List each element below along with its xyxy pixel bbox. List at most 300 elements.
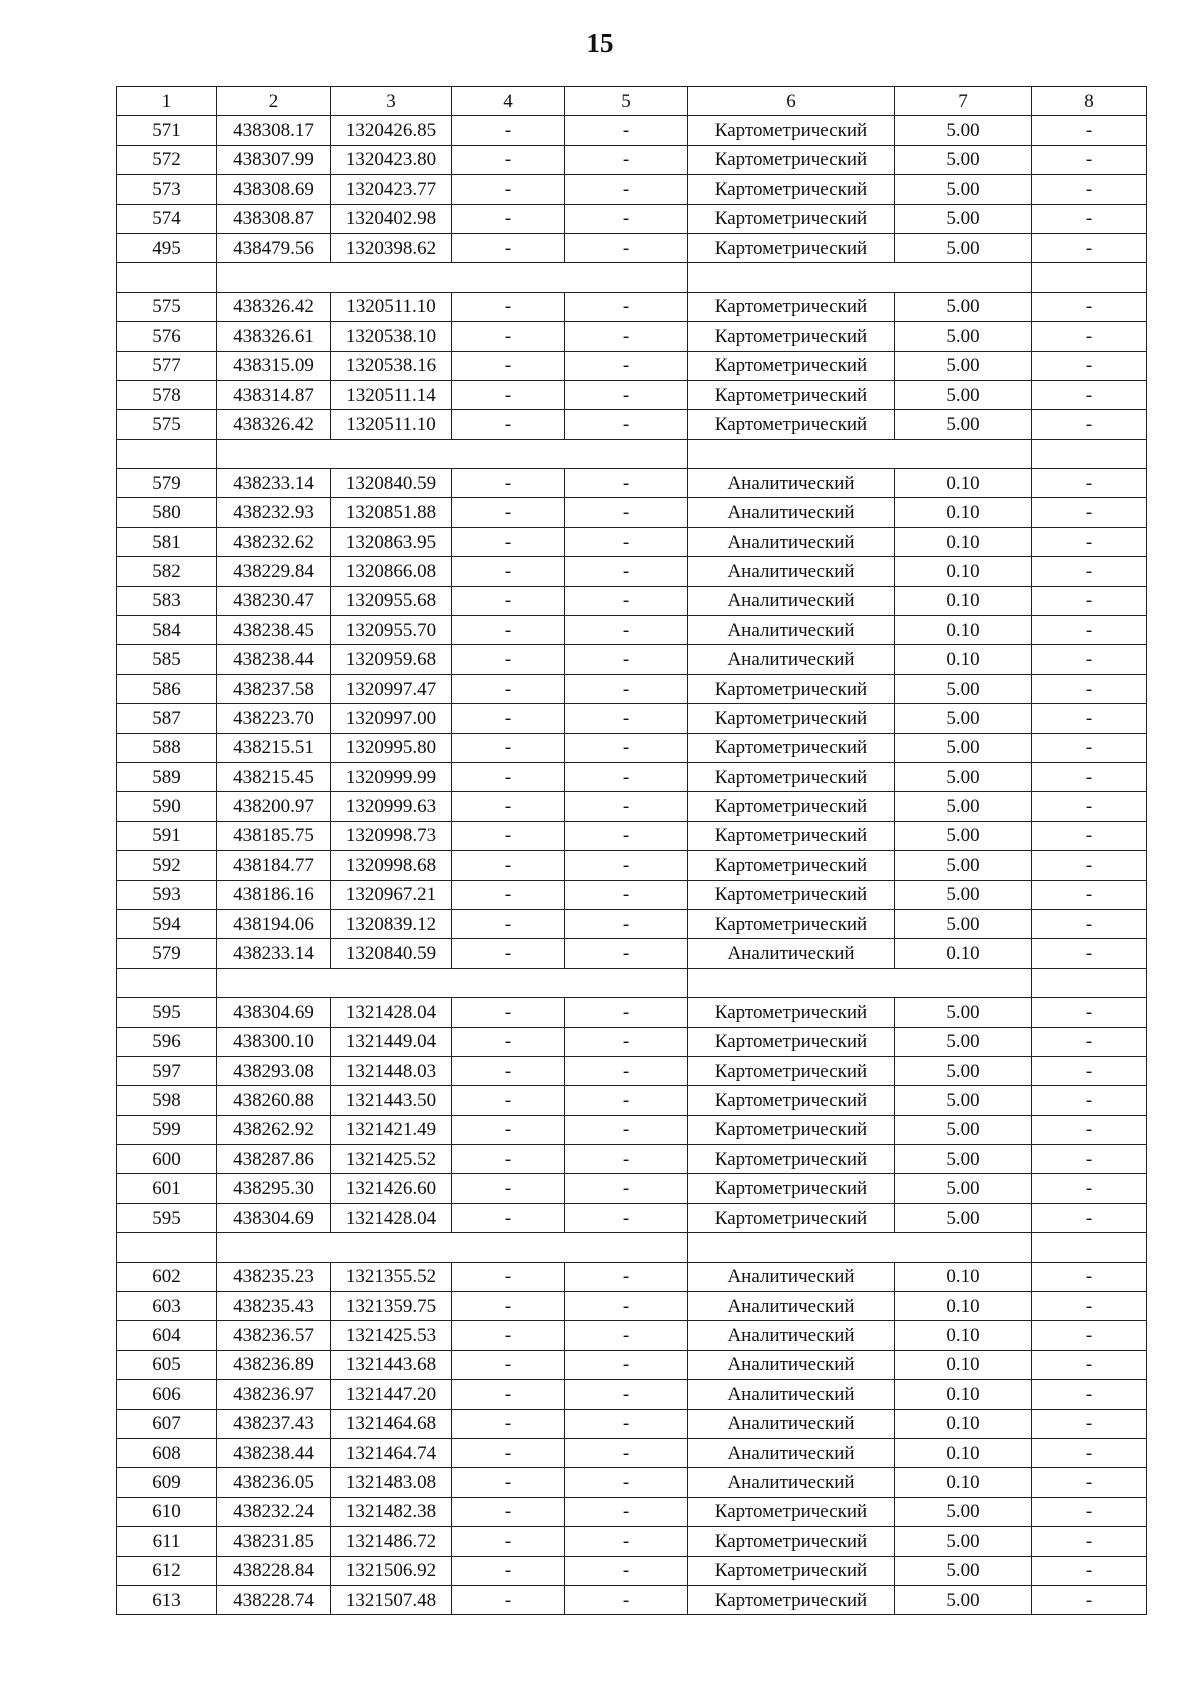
x-coordinate-cell: 438287.86 [217, 1145, 331, 1174]
y-coordinate-cell: 1321426.60 [331, 1174, 452, 1203]
col8-cell: - [1032, 1350, 1147, 1379]
table-row [117, 175, 1147, 204]
table-row [117, 351, 1147, 380]
col8-cell: - [1032, 1174, 1147, 1203]
x-coordinate-cell: 438326.42 [217, 410, 331, 439]
point-number-cell: 613 [117, 1585, 217, 1614]
point-number-cell: 584 [117, 616, 217, 645]
method-cell: Аналитический [688, 645, 895, 674]
separator-row [117, 968, 1147, 997]
accuracy-cell: 5.00 [895, 880, 1032, 909]
method-cell: Картометрический [688, 351, 895, 380]
accuracy-cell: 5.00 [895, 1027, 1032, 1056]
y-coordinate-cell: 1320851.88 [331, 498, 452, 527]
y-coordinate-cell: 1320840.59 [331, 469, 452, 498]
col8-cell: - [1032, 586, 1147, 615]
col4-cell: - [452, 116, 565, 145]
col8-cell: - [1032, 527, 1147, 556]
col8-cell: - [1032, 1409, 1147, 1438]
col5-cell: - [565, 1262, 688, 1291]
point-number-cell: 597 [117, 1056, 217, 1085]
table-row [117, 939, 1147, 968]
x-coordinate-cell: 438200.97 [217, 792, 331, 821]
method-cell: Аналитический [688, 1380, 895, 1409]
accuracy-cell: 0.10 [895, 1380, 1032, 1409]
col8-cell: - [1032, 233, 1147, 262]
method-cell: Картометрический [688, 792, 895, 821]
col5-cell: - [565, 1086, 688, 1115]
col5-cell: - [565, 145, 688, 174]
y-coordinate-cell: 1320511.10 [331, 410, 452, 439]
col5-cell: - [565, 1585, 688, 1614]
col5-cell: - [565, 1350, 688, 1379]
col5-cell: - [565, 175, 688, 204]
col4-cell: - [452, 145, 565, 174]
x-coordinate-cell: 438304.69 [217, 998, 331, 1027]
col5-cell: - [565, 1174, 688, 1203]
col5-cell: - [565, 527, 688, 556]
col8-cell: - [1032, 1115, 1147, 1144]
x-coordinate-cell: 438235.23 [217, 1262, 331, 1291]
x-coordinate-cell: 438315.09 [217, 351, 331, 380]
table-row [117, 1350, 1147, 1379]
separator-cell [1032, 263, 1147, 292]
col8-cell: - [1032, 1556, 1147, 1585]
x-coordinate-cell: 438293.08 [217, 1056, 331, 1085]
x-coordinate-cell: 438232.93 [217, 498, 331, 527]
accuracy-cell: 5.00 [895, 1556, 1032, 1585]
x-coordinate-cell: 438233.14 [217, 469, 331, 498]
x-coordinate-cell: 438308.17 [217, 116, 331, 145]
separator-cell [688, 968, 1032, 997]
col4-cell: - [452, 1585, 565, 1614]
table-row [117, 145, 1147, 174]
table-row [117, 880, 1147, 909]
accuracy-cell: 0.10 [895, 1262, 1032, 1291]
col8-cell: - [1032, 909, 1147, 938]
table-body [117, 116, 1147, 1615]
method-cell: Аналитический [688, 1409, 895, 1438]
y-coordinate-cell: 1320839.12 [331, 909, 452, 938]
col4-cell: - [452, 1556, 565, 1585]
point-number-cell: 575 [117, 410, 217, 439]
separator-cell [217, 968, 688, 997]
col4-cell: - [452, 351, 565, 380]
y-coordinate-cell: 1321486.72 [331, 1527, 452, 1556]
col5-cell: - [565, 204, 688, 233]
x-coordinate-cell: 438229.84 [217, 557, 331, 586]
col4-cell: - [452, 1350, 565, 1379]
col4-cell: - [452, 1380, 565, 1409]
col4-cell: - [452, 175, 565, 204]
x-coordinate-cell: 438194.06 [217, 909, 331, 938]
method-cell: Картометрический [688, 1027, 895, 1056]
col5-cell: - [565, 1497, 688, 1526]
col8-cell: - [1032, 1321, 1147, 1350]
x-coordinate-cell: 438326.42 [217, 292, 331, 321]
method-cell: Картометрический [688, 1497, 895, 1526]
accuracy-cell: 0.10 [895, 557, 1032, 586]
col4-cell: - [452, 1145, 565, 1174]
col5-cell: - [565, 469, 688, 498]
table-row [117, 498, 1147, 527]
accuracy-cell: 5.00 [895, 821, 1032, 850]
col8-cell: - [1032, 1056, 1147, 1085]
method-cell: Картометрический [688, 1056, 895, 1085]
separator-row [117, 1233, 1147, 1262]
separator-cell [1032, 439, 1147, 468]
x-coordinate-cell: 438215.45 [217, 762, 331, 791]
y-coordinate-cell: 1320955.70 [331, 616, 452, 645]
accuracy-cell: 5.00 [895, 1086, 1032, 1115]
table-row [117, 116, 1147, 145]
point-number-cell: 595 [117, 998, 217, 1027]
table-row [117, 1056, 1147, 1085]
col5-cell: - [565, 733, 688, 762]
point-number-cell: 571 [117, 116, 217, 145]
col4-cell: - [452, 1292, 565, 1321]
y-coordinate-cell: 1320426.85 [331, 116, 452, 145]
column-header-3: 3 [331, 87, 452, 116]
column-header-4: 4 [452, 87, 565, 116]
method-cell: Аналитический [688, 1292, 895, 1321]
col5-cell: - [565, 645, 688, 674]
accuracy-cell: 5.00 [895, 380, 1032, 409]
accuracy-cell: 5.00 [895, 762, 1032, 791]
column-header-5: 5 [565, 87, 688, 116]
x-coordinate-cell: 438228.84 [217, 1556, 331, 1585]
method-cell: Аналитический [688, 469, 895, 498]
x-coordinate-cell: 438314.87 [217, 380, 331, 409]
col8-cell: - [1032, 1527, 1147, 1556]
col5-cell: - [565, 557, 688, 586]
table-row [117, 1115, 1147, 1144]
col4-cell: - [452, 645, 565, 674]
method-cell: Картометрический [688, 380, 895, 409]
point-number-cell: 599 [117, 1115, 217, 1144]
point-number-cell: 591 [117, 821, 217, 850]
col8-cell: - [1032, 1086, 1147, 1115]
col5-cell: - [565, 909, 688, 938]
x-coordinate-cell: 438238.44 [217, 645, 331, 674]
col4-cell: - [452, 586, 565, 615]
x-coordinate-cell: 438236.97 [217, 1380, 331, 1409]
col8-cell: - [1032, 1145, 1147, 1174]
point-number-cell: 582 [117, 557, 217, 586]
col4-cell: - [452, 1056, 565, 1085]
col8-cell: - [1032, 145, 1147, 174]
accuracy-cell: 5.00 [895, 1145, 1032, 1174]
col8-cell: - [1032, 116, 1147, 145]
col4-cell: - [452, 292, 565, 321]
method-cell: Аналитический [688, 939, 895, 968]
point-number-cell: 579 [117, 469, 217, 498]
method-cell: Картометрический [688, 1203, 895, 1232]
separator-cell [117, 1233, 217, 1262]
table-row [117, 998, 1147, 1027]
table-row [117, 1438, 1147, 1467]
col5-cell: - [565, 1145, 688, 1174]
method-cell: Картометрический [688, 292, 895, 321]
accuracy-cell: 0.10 [895, 469, 1032, 498]
col4-cell: - [452, 498, 565, 527]
method-cell: Картометрический [688, 704, 895, 733]
col5-cell: - [565, 233, 688, 262]
table-row [117, 292, 1147, 321]
col5-cell: - [565, 292, 688, 321]
accuracy-cell: 0.10 [895, 1438, 1032, 1467]
point-number-cell: 593 [117, 880, 217, 909]
accuracy-cell: 5.00 [895, 204, 1032, 233]
col8-cell: - [1032, 704, 1147, 733]
y-coordinate-cell: 1321482.38 [331, 1497, 452, 1526]
method-cell: Аналитический [688, 586, 895, 615]
col5-cell: - [565, 1527, 688, 1556]
col8-cell: - [1032, 792, 1147, 821]
table-row [117, 322, 1147, 351]
table-row [117, 1086, 1147, 1115]
accuracy-cell: 5.00 [895, 292, 1032, 321]
col8-cell: - [1032, 821, 1147, 850]
col4-cell: - [452, 1321, 565, 1350]
method-cell: Картометрический [688, 175, 895, 204]
column-header-6: 6 [688, 87, 895, 116]
y-coordinate-cell: 1320538.10 [331, 322, 452, 351]
col8-cell: - [1032, 1438, 1147, 1467]
method-cell: Аналитический [688, 1321, 895, 1350]
col4-cell: - [452, 527, 565, 556]
y-coordinate-cell: 1321428.04 [331, 998, 452, 1027]
column-header-2: 2 [217, 87, 331, 116]
point-number-cell: 580 [117, 498, 217, 527]
table-row [117, 1027, 1147, 1056]
x-coordinate-cell: 438232.62 [217, 527, 331, 556]
col8-cell: - [1032, 851, 1147, 880]
x-coordinate-cell: 438237.58 [217, 674, 331, 703]
accuracy-cell: 5.00 [895, 851, 1032, 880]
accuracy-cell: 5.00 [895, 733, 1032, 762]
point-number-cell: 578 [117, 380, 217, 409]
col5-cell: - [565, 351, 688, 380]
col5-cell: - [565, 322, 688, 351]
method-cell: Картометрический [688, 1556, 895, 1585]
point-number-cell: 590 [117, 792, 217, 821]
col4-cell: - [452, 469, 565, 498]
col4-cell: - [452, 410, 565, 439]
method-cell: Аналитический [688, 1350, 895, 1379]
accuracy-cell: 0.10 [895, 616, 1032, 645]
col5-cell: - [565, 821, 688, 850]
table-row [117, 1292, 1147, 1321]
x-coordinate-cell: 438300.10 [217, 1027, 331, 1056]
col4-cell: - [452, 204, 565, 233]
col8-cell: - [1032, 733, 1147, 762]
y-coordinate-cell: 1320955.68 [331, 586, 452, 615]
point-number-cell: 577 [117, 351, 217, 380]
col8-cell: - [1032, 674, 1147, 703]
y-coordinate-cell: 1320997.00 [331, 704, 452, 733]
point-number-cell: 586 [117, 674, 217, 703]
col4-cell: - [452, 851, 565, 880]
table-row [117, 674, 1147, 703]
separator-row [117, 439, 1147, 468]
header-row [117, 87, 1147, 116]
x-coordinate-cell: 438215.51 [217, 733, 331, 762]
y-coordinate-cell: 1320997.47 [331, 674, 452, 703]
separator-cell [688, 263, 1032, 292]
y-coordinate-cell: 1320959.68 [331, 645, 452, 674]
col8-cell: - [1032, 939, 1147, 968]
separator-cell [688, 1233, 1032, 1262]
table-row [117, 1527, 1147, 1556]
col5-cell: - [565, 851, 688, 880]
col4-cell: - [452, 1115, 565, 1144]
method-cell: Аналитический [688, 616, 895, 645]
col5-cell: - [565, 1292, 688, 1321]
accuracy-cell: 0.10 [895, 1321, 1032, 1350]
col4-cell: - [452, 762, 565, 791]
point-number-cell: 579 [117, 939, 217, 968]
y-coordinate-cell: 1320967.21 [331, 880, 452, 909]
page-number: 15 [586, 28, 614, 58]
col8-cell: - [1032, 204, 1147, 233]
accuracy-cell: 0.10 [895, 498, 1032, 527]
accuracy-cell: 5.00 [895, 1056, 1032, 1085]
method-cell: Картометрический [688, 733, 895, 762]
accuracy-cell: 0.10 [895, 1409, 1032, 1438]
y-coordinate-cell: 1320866.08 [331, 557, 452, 586]
y-coordinate-cell: 1321421.49 [331, 1115, 452, 1144]
table-row [117, 704, 1147, 733]
col8-cell: - [1032, 616, 1147, 645]
accuracy-cell: 5.00 [895, 322, 1032, 351]
col8-cell: - [1032, 498, 1147, 527]
x-coordinate-cell: 438295.30 [217, 1174, 331, 1203]
point-number-cell: 583 [117, 586, 217, 615]
y-coordinate-cell: 1321448.03 [331, 1056, 452, 1085]
col5-cell: - [565, 410, 688, 439]
x-coordinate-cell: 438307.99 [217, 145, 331, 174]
y-coordinate-cell: 1320402.98 [331, 204, 452, 233]
point-number-cell: 592 [117, 851, 217, 880]
point-number-cell: 588 [117, 733, 217, 762]
col4-cell: - [452, 1409, 565, 1438]
separator-cell [688, 439, 1032, 468]
x-coordinate-cell: 438228.74 [217, 1585, 331, 1614]
x-coordinate-cell: 438304.69 [217, 1203, 331, 1232]
x-coordinate-cell: 438230.47 [217, 586, 331, 615]
col5-cell: - [565, 1409, 688, 1438]
method-cell: Аналитический [688, 557, 895, 586]
point-number-cell: 607 [117, 1409, 217, 1438]
point-number-cell: 596 [117, 1027, 217, 1056]
col4-cell: - [452, 1527, 565, 1556]
table-row [117, 792, 1147, 821]
accuracy-cell: 5.00 [895, 175, 1032, 204]
col4-cell: - [452, 821, 565, 850]
col8-cell: - [1032, 175, 1147, 204]
table-row [117, 1556, 1147, 1585]
method-cell: Картометрический [688, 1145, 895, 1174]
method-cell: Аналитический [688, 1438, 895, 1467]
accuracy-cell: 5.00 [895, 792, 1032, 821]
accuracy-cell: 5.00 [895, 1497, 1032, 1526]
x-coordinate-cell: 438236.05 [217, 1468, 331, 1497]
point-number-cell: 573 [117, 175, 217, 204]
accuracy-cell: 0.10 [895, 645, 1032, 674]
separator-row [117, 263, 1147, 292]
y-coordinate-cell: 1321443.50 [331, 1086, 452, 1115]
accuracy-cell: 5.00 [895, 351, 1032, 380]
table-row [117, 527, 1147, 556]
accuracy-cell: 5.00 [895, 1174, 1032, 1203]
x-coordinate-cell: 438232.24 [217, 1497, 331, 1526]
x-coordinate-cell: 438231.85 [217, 1527, 331, 1556]
col5-cell: - [565, 880, 688, 909]
method-cell: Картометрический [688, 1086, 895, 1115]
method-cell: Картометрический [688, 1527, 895, 1556]
y-coordinate-cell: 1320863.95 [331, 527, 452, 556]
method-cell: Картометрический [688, 998, 895, 1027]
accuracy-cell: 0.10 [895, 1468, 1032, 1497]
col4-cell: - [452, 322, 565, 351]
table-row [117, 1585, 1147, 1614]
table-row [117, 380, 1147, 409]
accuracy-cell: 5.00 [895, 233, 1032, 262]
point-number-cell: 608 [117, 1438, 217, 1467]
point-number-cell: 604 [117, 1321, 217, 1350]
col5-cell: - [565, 1203, 688, 1232]
point-number-cell: 610 [117, 1497, 217, 1526]
column-header-1: 1 [117, 87, 217, 116]
method-cell: Картометрический [688, 762, 895, 791]
col8-cell: - [1032, 292, 1147, 321]
table-row [117, 762, 1147, 791]
x-coordinate-cell: 438308.87 [217, 204, 331, 233]
col4-cell: - [452, 998, 565, 1027]
col5-cell: - [565, 998, 688, 1027]
col4-cell: - [452, 380, 565, 409]
y-coordinate-cell: 1321507.48 [331, 1585, 452, 1614]
method-cell: Аналитический [688, 1262, 895, 1291]
point-number-cell: 606 [117, 1380, 217, 1409]
col5-cell: - [565, 380, 688, 409]
point-number-cell: 574 [117, 204, 217, 233]
x-coordinate-cell: 438185.75 [217, 821, 331, 850]
col5-cell: - [565, 498, 688, 527]
col5-cell: - [565, 1321, 688, 1350]
table-row [117, 1262, 1147, 1291]
method-cell: Картометрический [688, 145, 895, 174]
y-coordinate-cell: 1320423.80 [331, 145, 452, 174]
col4-cell: - [452, 733, 565, 762]
point-number-cell: 581 [117, 527, 217, 556]
col5-cell: - [565, 616, 688, 645]
col5-cell: - [565, 1556, 688, 1585]
y-coordinate-cell: 1321425.53 [331, 1321, 452, 1350]
point-number-cell: 589 [117, 762, 217, 791]
x-coordinate-cell: 438223.70 [217, 704, 331, 733]
col4-cell: - [452, 939, 565, 968]
table-row [117, 1203, 1147, 1232]
col8-cell: - [1032, 1585, 1147, 1614]
point-number-cell: 595 [117, 1203, 217, 1232]
method-cell: Аналитический [688, 1468, 895, 1497]
x-coordinate-cell: 438235.43 [217, 1292, 331, 1321]
table-row [117, 733, 1147, 762]
x-coordinate-cell: 438238.44 [217, 1438, 331, 1467]
accuracy-cell: 5.00 [895, 909, 1032, 938]
